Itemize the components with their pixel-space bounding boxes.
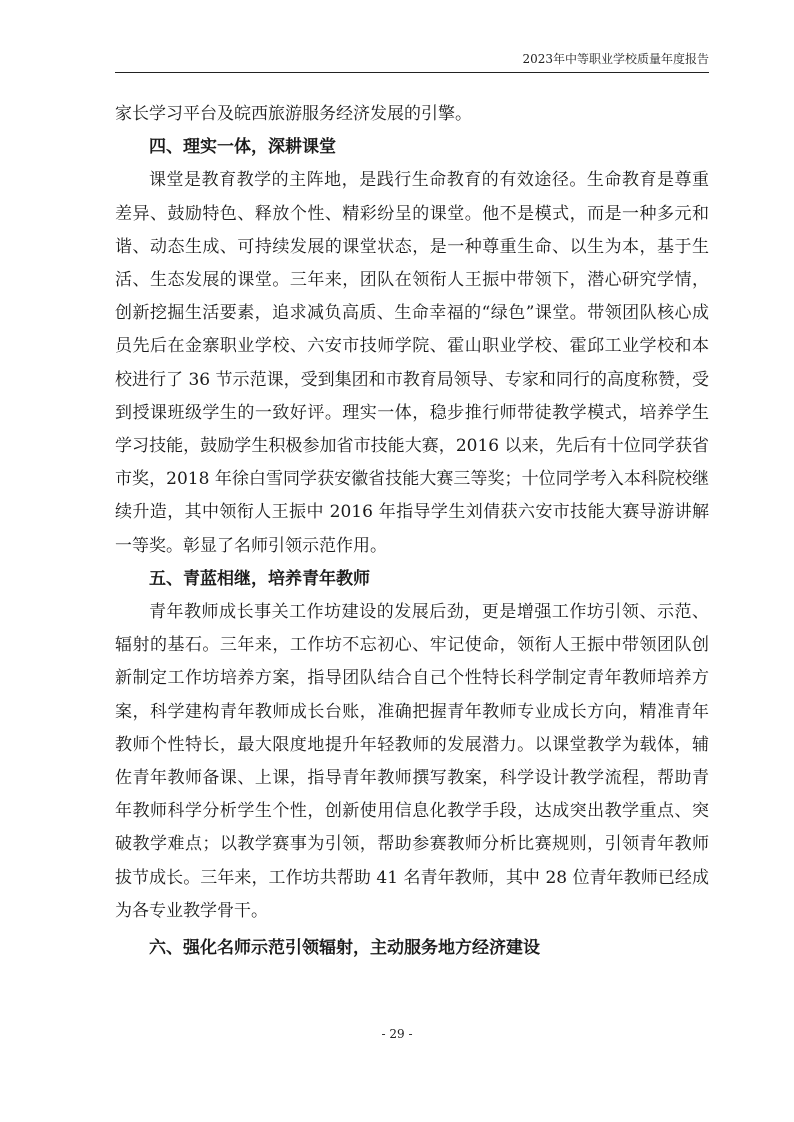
- section-6-heading: 六、强化名师示范引领辐射，主动服务地方经济建设: [149, 938, 540, 959]
- section-4-heading: 四、理实一体，深耕课堂: [149, 137, 336, 158]
- section-5-heading: 五、青蓝相继，培养青年教师: [149, 568, 370, 589]
- document-body: [115, 98, 709, 965]
- running-header: [115, 50, 709, 73]
- section-5-paragraph: 青年教师成长事关工作坊建设的发展后劲，更是增强工作坊引领、示范、辐射的基石。三年来，工作坊不忘初心、牢记使命，领衔人王振中带领团队创新制定工作坊培养方案，指导团队结合自己个性特长科学制定青年教师培养方案，科学建构青年教师成长台账，准确把握青年教师专业成长方向，精准青年教师个性特长，最大限度地提升年轻教师的发展潜力。以课堂教学为载体，辅佐青年教师备课、上课，指导青年教师撰写教案，科学设计教学流程，帮助青年教师科学分析学生个性，创新使用信息化教学手段，达成突出教学重点、突破教学难点；以教学赛事为引领，帮助参赛教师分析比赛规则，引领青年教师拔节成长。三年来，工作坊共帮助 41 名青年教师，其中 28 位青年教师已经成为各专业教学骨干。: [115, 602, 709, 921]
- continuation-paragraph: 家长学习平台及皖西旅游服务经济发展的引擎。: [115, 104, 472, 124]
- header-title: 2023年中等职业学校质量年度报告: [522, 52, 709, 66]
- page-number: - 29 -: [381, 1027, 413, 1041]
- section-4-paragraph: 课堂是教育教学的主阵地，是践行生命教育的有效途径。生命教育是尊重差异、鼓励特色、释放个性、精彩纷呈的课堂。他不是模式，而是一种多元和谐、动态生成、可持续发展的课堂状态，是一种尊重生命、以生为本，基于生活、生态发展的课堂。三年来，团队在领衔人王振中带领下，潜心研究学情，创新挖掘生活要素，追求减负高质、生命幸福的“绿色”课堂。带领团队核心成员先后在金寨职业学校、六安市技师学院、霍山职业学校、霍邱工业学校和本校进行了 36 节示范课，受到集团和市教育局领导、专家和同行的高度称赞，受到授课班级学生的一致好评。理实一体，稳步推行师带徒教学模式，培养学生学习技能，鼓励学生积极参加省市技能大赛，2016 以来，先后有十位同学获省市奖，2018 年徐白雪同学获安徽省技能大赛三等奖；十位同学考入本科院校继续升造，其中领衔人王振中 2016 年指导学生刘倩获六安市技能大赛导游讲解一等奖。彰显了名师引领示范作用。: [115, 170, 709, 556]
